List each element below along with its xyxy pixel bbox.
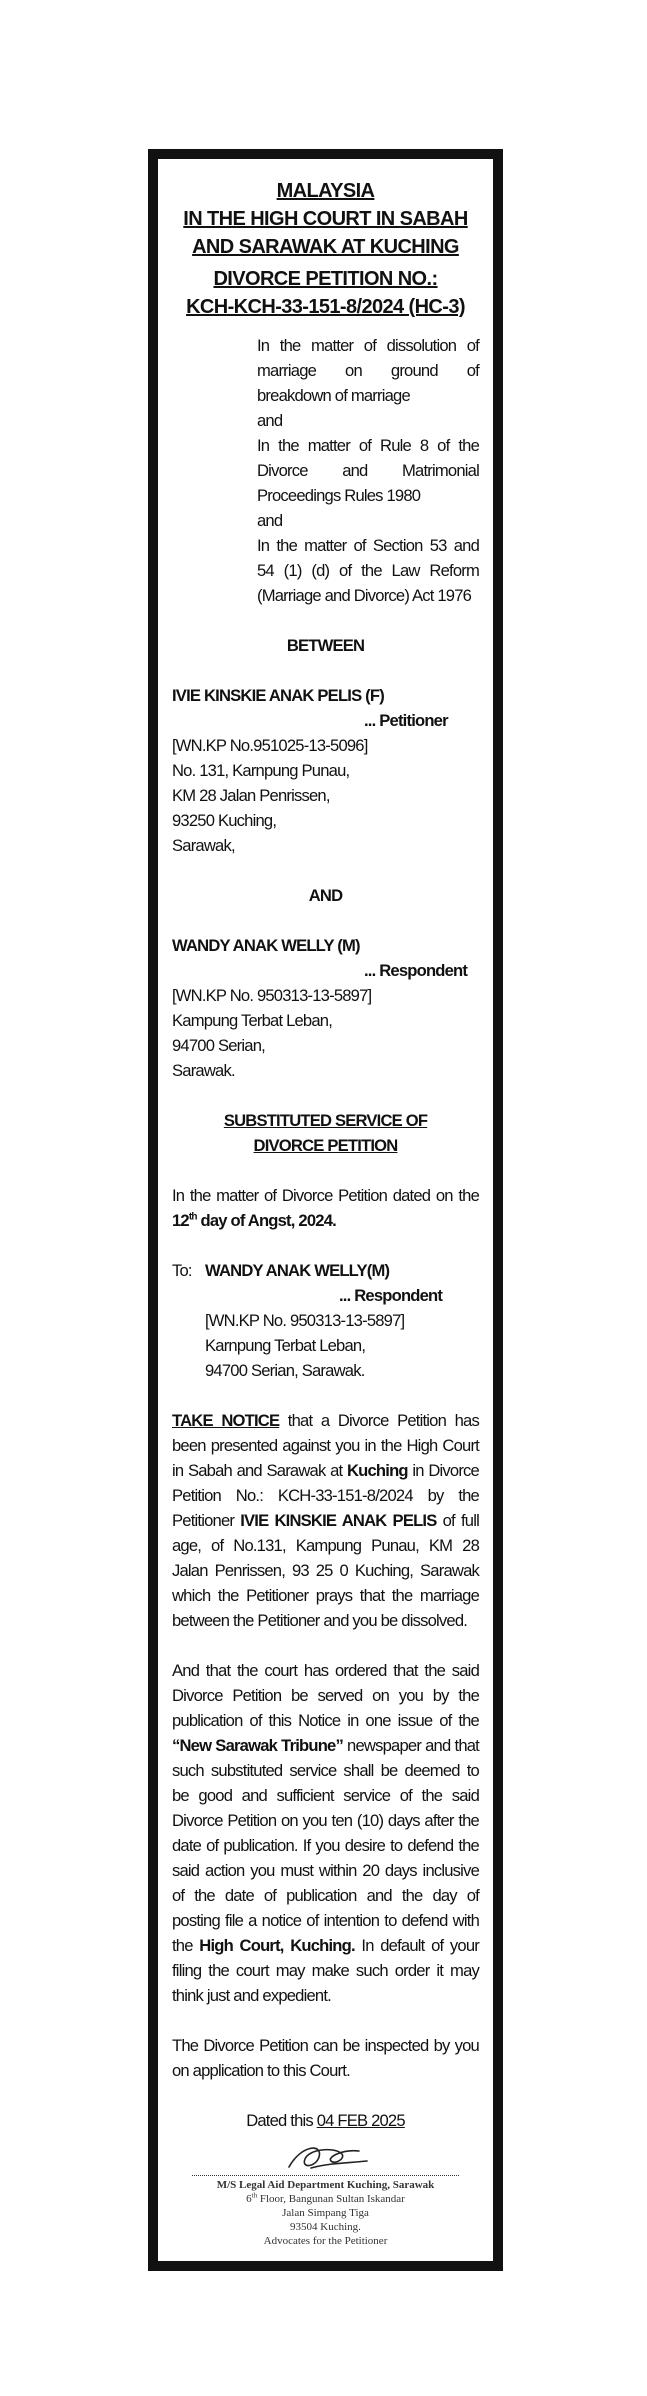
take-notice-label: TAKE NOTICE (172, 1411, 280, 1430)
take-notice-text-3: of full age, of No.131, Kampung Punau, KM 28 Jalan Penrissen, 93 25 0 Kuching, Sarawak which the Petitioner prays that the marriage between the Petitioner and you be dissolved. (172, 1511, 479, 1630)
respondent-address-1: [WN.KP No. 950313-13-5897] (172, 986, 372, 1005)
substituted-service-title-2: DIVORCE PETITION (253, 1136, 398, 1155)
firm-street: Jalan Simpang Tiga (282, 2207, 369, 2219)
matter-and-2: and (257, 511, 283, 530)
heading-country: MALAYSIA (276, 180, 375, 202)
matter-section-53: In the matter of Section 53 and 54 (1) (d) of the Law Reform (Marriage and Divorce) Act 1976 (257, 536, 479, 605)
and-label: AND (308, 886, 343, 905)
firm-postcode: 93504 Kuching. (290, 2221, 361, 2233)
court-order-text-3: In default of your filing the court may make such order it may think just and expedient. (172, 1936, 479, 2005)
signature-mark (172, 2141, 479, 2175)
matter-rule-8: In the matter of Rule 8 of the Divorce and Matrimonial Proceedings Rules 1980 (257, 436, 479, 505)
petitioner-address-1: [WN.KP No.951025-13-5096] (172, 736, 368, 755)
heading-petition-number: KCH-KCH-33-151-8/2024 (HC-3) (186, 296, 465, 318)
notice-frame (148, 149, 503, 2271)
court-order-paragraph (172, 1658, 479, 2008)
dated-this-label: Dated this (246, 2111, 317, 2130)
heading-court-1: IN THE HIGH COURT IN SABAH (183, 208, 468, 230)
court-order-text-2: newspaper and that such substituted service shall be deemed to be good and sufficient service of the said Divorce Petition on you ten (10) days after the date of publication. If you desire to defend the said action you must within 20 days inclusive of the date of publication and the day of posting file a notice of intention to defend with the (172, 1736, 479, 1955)
dated-paragraph-day: 12 (172, 1211, 189, 1230)
signature-icon (271, 2141, 381, 2175)
matter-and-1: and (257, 411, 283, 430)
respondent-name: WANDY ANAK WELLY (M) (172, 936, 360, 955)
petitioner-address-4: 93250 Kuching, (172, 811, 277, 830)
take-notice-petitioner: IVIE KINSKIE ANAK PELIS (240, 1511, 437, 1530)
take-notice-paragraph (172, 1408, 479, 1633)
dated-paragraph-month: day of Angst, 2024. (196, 1211, 336, 1230)
petitioner-name: IVIE KINSKIE ANAK PELIS (F) (172, 686, 384, 705)
firm-name: M/S Legal Aid Department Kuching, Sarawak (216, 2179, 435, 2191)
firm-role: Advocates for the Petitioner (263, 2235, 388, 2247)
to-role: ... Respondent (339, 1286, 443, 1305)
heading-court-2: AND SARAWAK AT KUCHING (192, 236, 459, 258)
petitioner-address-5: Sarawak, (172, 836, 235, 855)
matters-block (257, 333, 479, 608)
inspection-paragraph: The Divorce Petition can be inspected by you on application to this Court. (172, 2036, 479, 2080)
take-notice-kuching: Kuching (346, 1461, 408, 1480)
respondent-address-3: 94700 Serian, (172, 1036, 265, 1055)
respondent-address-4: Sarawak. (172, 1061, 235, 1080)
firm-floor-number: 6 (246, 2193, 252, 2205)
to-address-2: Karnpung Terbat Leban, (205, 1336, 366, 1355)
dated-this (172, 2108, 479, 2133)
substituted-service-title-1: SUBSTITUTED SERVICE OF (223, 1111, 428, 1130)
notice-content (172, 177, 479, 2248)
court-order-newspaper: “New Sarawak Tribune” (172, 1736, 343, 1755)
dated-paragraph (172, 1183, 479, 1233)
signature-block (172, 2178, 479, 2248)
take-notice-text-1: that a Divorce Petition has been presented against you in the High Court in Sabah and Sarawak at (172, 1411, 479, 1480)
to-label: To: (172, 1261, 192, 1280)
take-notice-text-2: in Divorce Petition No.: KCH-33-151-8/2024 by the Petitioner (172, 1461, 479, 1530)
firm-floor-building: Floor, Bangunan Sultan Iskandar (257, 2193, 405, 2205)
firm-floor (172, 2192, 479, 2206)
petitioner-address-3: KM 28 Jalan Penrissen, (172, 786, 330, 805)
respondent-role: ... Respondent (364, 961, 468, 980)
heading-petition-label: DIVORCE PETITION NO.: (213, 268, 438, 290)
to-address-1: [WN.KP No. 950313-13-5897] (205, 1311, 405, 1330)
firm-floor-suffix: th (251, 2191, 258, 2200)
dated-paragraph-intro: In the matter of Divorce Petition dated on the (172, 1186, 479, 1205)
matter-dissolution: In the matter of dissolution of marriage on ground of breakdown of marriage (257, 336, 479, 405)
petitioner-address-2: No. 131, Karnpung Punau, (172, 761, 350, 780)
dated-paragraph-day-suffix: th (188, 1211, 197, 1223)
court-order-court: High Court, Kuching. (199, 1936, 355, 1955)
between-label: BETWEEN (286, 636, 365, 655)
respondent-address-2: Kampung Terbat Leban, (172, 1011, 333, 1030)
to-name: WANDY ANAK WELLY(M) (205, 1261, 390, 1280)
petitioner-role: ... Petitioner (364, 711, 448, 730)
to-block (172, 1258, 479, 1383)
court-order-text-1: And that the court has ordered that the said Divorce Petition be served on you by the publication of this Notice in one issue of the (172, 1661, 479, 1730)
dated-this-date: 04 FEB 2025 (316, 2111, 405, 2130)
to-address-3: 94700 Serian, Sarawak. (205, 1361, 365, 1380)
signature-line (192, 2175, 459, 2176)
